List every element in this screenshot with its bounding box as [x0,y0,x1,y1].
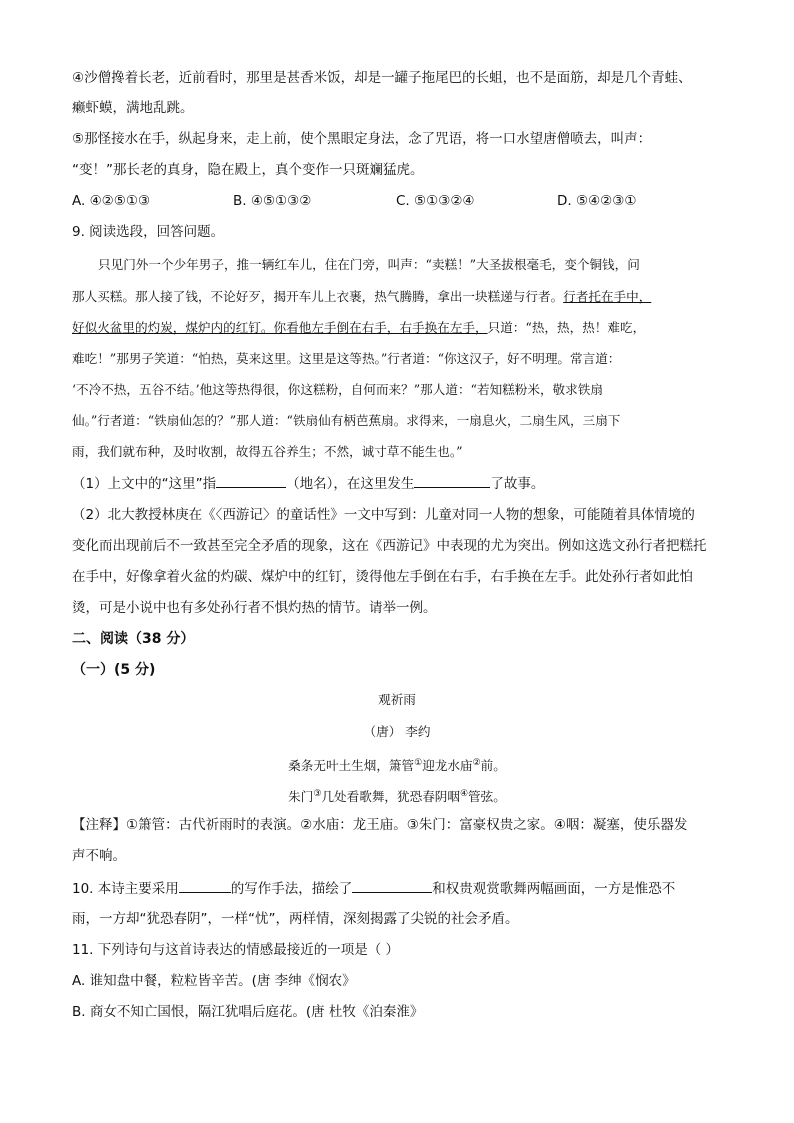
q9-passage-line3-plain: 只道：“热，热，热！难吃， [487,320,646,335]
q11-option-a: A. 谁知盘中餐，粒粒皆辛苦。(唐 李绅《悯农》 [72,973,356,989]
item4-line2: 癞虾蟆，满地乱跳。 [72,100,194,116]
q9-sub1-part-a: （1）上文中的“这里”指 [72,476,217,492]
q11-stem: 11. 下列诗句与这首诗表达的情感最接近的一项是（ ） [72,942,400,958]
q10-blank2[interactable] [352,878,432,893]
q9-passage-line1: 只见门外一个少年男子，推一辆红车儿，住在门旁，叫声：“卖糕！”大圣拔根毫毛，变个铜钱，问 [98,257,640,272]
q10-part-c: 和权贵观赏歌舞两幅画面，一方是惟恐不 [432,881,676,897]
q9-title: 9. 阅读选段，回答问题。 [72,224,225,240]
q10-line1 [72,878,675,899]
q9-passage-line4: 难吃！”那男子笑道：“怕热，莫来这里。这里是这等热。”行者道：“你这汉子，好不明理。常言道： [72,351,621,366]
q9-passage-line3 [72,318,645,338]
section2-subheading: （一）(5 分) [72,662,156,678]
q9-passage-underlined-1: 行者托在手中， [563,289,652,304]
q10-line2: 雨，一方却“犹恐春阴”，一样“忧”，两样情，深刻揭露了尖锐的社会矛盾。 [72,911,519,927]
notes-line1: 【注释】①箫管：古代祈雨时的表演。②水庙：龙王庙。③朱门：富豪权贵之家。④咽：凝塞，使乐器发 [72,817,688,833]
q9-passage-line2 [72,287,651,307]
poem-line2 [0,784,794,807]
q10-blank1[interactable] [179,878,231,893]
poem-line2-a: 朱门 [288,789,314,805]
q9-sub1-part-b: （地名），在这里发生 [286,476,415,492]
q10-part-a: 10. 本诗主要采用 [72,881,179,897]
section2-heading: 二、阅读（38 分） [72,631,195,647]
poem-line2-b: 几处看歌舞，犹恐春阴咽 [321,789,460,805]
q9-sub1 [72,473,544,494]
poem-line1 [0,753,794,776]
q9-sub1-part-c: 了故事。 [490,476,545,492]
q9-sub2-line2: 变化而出现前后不一致甚至完全矛盾的现象，这在《西游记》中表现的尤为突出。例如这选文孙行者把糕托 [72,538,707,554]
item4-line1: ④沙僧搀着长老，近前看时，那里是甚香米饭，却是一罐子拖尾巴的长蛆，也不是面筋，却是几个青蛙、 [72,70,692,86]
q9-passage-line7: 雨，我们就布种，及时收割，故得五谷养生；不然，诚寸草不能生也。” [72,444,463,459]
poem-note-mark-1: ① [414,758,423,768]
notes-line2: 声不响。 [72,848,126,864]
q9-passage-line5: ‘不冷不热，五谷不结。’他这等热得很，你这糕粉，自何而来？”那人道：“若知糕粉米，敬求铁扇 [72,382,603,397]
item5-line2: “变！”那长老的真身，隐在殿上，真个变作一只斑斓猛虎。 [72,162,424,178]
q10-part-b: 的写作手法，描绘了 [230,881,353,897]
q9-sub1-blank1[interactable] [216,473,286,488]
option-b: B. ④⑤①③② [233,193,312,209]
poem-title: 观祈雨 [378,692,416,707]
q9-sub1-blank2[interactable] [414,473,490,488]
poem-author: （唐） 李约 [363,724,431,739]
option-a: A. ④②⑤①③ [72,193,151,209]
poem-line2-c: 管弦。 [468,789,506,805]
poem-note-mark-2: ② [472,758,481,768]
q9-passage-line6: 仙。”行者道：“铁扇仙怎的？”那人道：“铁扇仙有柄芭蕉扇。求得来，一扇息火，二扇生风，三扇下 [72,413,621,428]
poem-note-mark-4: ④ [459,789,469,799]
poem-line1-b: 迎龙水庙 [422,758,473,774]
q9-sub2-line1: （2）北大教授林庚在《〈西游记〉的童话性》一文中写到：儿童对同一人物的想象，可能随着具体情境的 [72,507,695,523]
option-d: D. ⑤④②③① [557,193,637,209]
q9-sub2-line3: 在手中，好像拿着火盆的灼碳、煤炉中的红钉，烫得他左手倒在右手，右手换在左手。此处孙行者如此怕 [72,569,693,585]
item5-line1: ⑤那怪接水在手，纵起身来，走上前，使个黑眼定身法，念了咒语，将一口水望唐僧喷去，叫声： [72,131,652,147]
q9-sub2-line4: 烫，可是小说中也有多处孙行者不惧灼热的情节。请举一例。 [72,600,437,616]
poem-line1-c: 前。 [480,758,506,774]
q11-option-b: B. 商女不知亡国恨，隔江犹唱后庭花。(唐 杜牧《泊秦淮》 [72,1004,424,1020]
poem-note-mark-3: ③ [313,789,322,799]
q9-passage-line2-plain: 那人买糕。那人接了钱，不论好歹，揭开车儿上衣裹，热气腾腾，拿出一块糕递与行者。 [72,289,564,304]
option-c: C. ⑤①③②④ [396,193,475,209]
poem-line1-a: 桑条无叶土生烟，箫管 [288,758,415,774]
q9-passage-underlined-2: 好似火盆里的灼炭，煤炉内的红钉。你看他左手倒在右手，右手换在左手， [72,320,488,335]
